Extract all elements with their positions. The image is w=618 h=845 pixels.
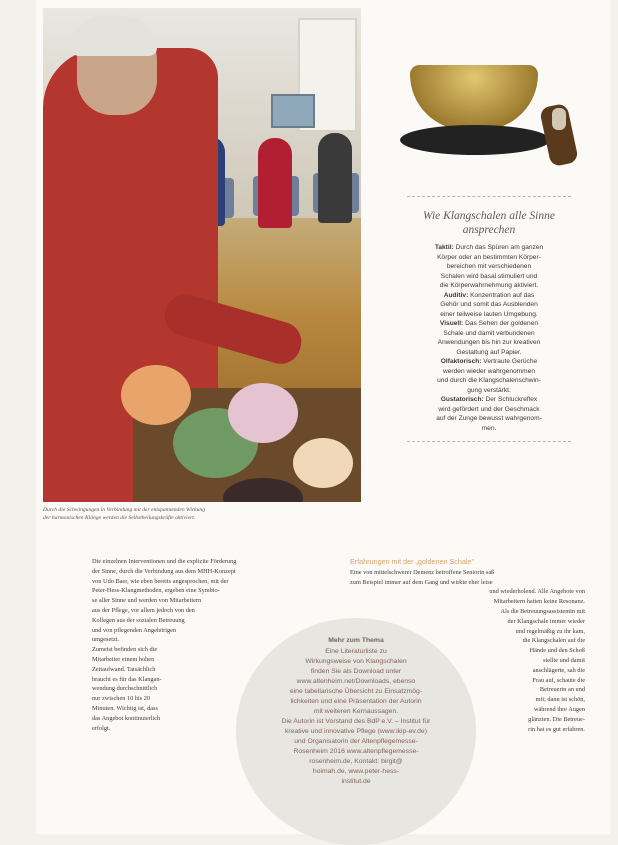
info-line: Rosenheim 2016 www.altenpflegemesse- (293, 748, 419, 755)
sidebar-line: Anwendungen bis hin zur kreativen (437, 339, 541, 346)
text-line: Mitarbeitern hatten keine Resonanz. (493, 598, 585, 606)
text-line: Mitarbeiter einem hohen (92, 655, 155, 663)
sidebar-line: einer teilweise lauten Umgebung. (440, 310, 538, 318)
info-line: kreative und innovative Pflege (www.ikip-ev.de) (285, 728, 427, 735)
sidebar-line: Schalen wird basal stimuliert und (440, 272, 538, 280)
info-line: lichkeiten und eine Präsentation der Autorin (290, 698, 422, 705)
sense-label: Visuell: (439, 320, 464, 327)
info-line: hoimah.de, www.peter-hess- (312, 768, 400, 775)
text-line: Zumeist befinden sich die (92, 646, 158, 654)
sense-label: Gustatorisch: (440, 396, 484, 403)
sidebar-line: auf der Zunge bewusst wahrgenom- (436, 415, 542, 422)
text-line: braucht es für das Klangan- (92, 675, 162, 683)
text-line: glänzten. Die Betreue- (528, 715, 585, 723)
text-line: wendung durchschnittlich (92, 685, 158, 693)
sense-label: Olfaktorisch: (440, 358, 482, 365)
seated-senior (318, 133, 352, 223)
senses-sidebar (403, 196, 575, 448)
info-line: www.altenheim.net/Downloads, ebenso (296, 678, 416, 685)
section-subheading: Erfahrungen mit der „goldenen Schale" (350, 557, 475, 566)
text-line: Frau auf, schaute die (532, 676, 585, 684)
sidebar-line: Taktil: Durch das Spüren am ganzen (434, 244, 544, 251)
sidebar-line: werden wieder wahrgenommen (443, 367, 535, 375)
info-heading: Mehr zum Thema (328, 637, 384, 644)
sense-label: Auditiv: (443, 291, 469, 299)
info-line: und Organisatorin der Altenpflegemesse- (294, 738, 418, 745)
photo-caption: Durch die Schwingungen in Verbindung mit der entspannenden Wirkung der harmonischen Klänge werden die Selbstheilungskräfte aktiviert. (43, 507, 205, 521)
sidebar-line: Gestaltung auf Papier. (456, 348, 522, 356)
text-line: erfolgt. (92, 724, 111, 732)
sidebar-line: bereichen mit verschiedenen (446, 263, 532, 270)
text-line: nur zwischen 10 bis 20 (92, 695, 151, 703)
text-line: der Sinne, durch die Verbindung aus dem MHH-Konzept (92, 567, 236, 575)
info-line: mit weiteren Kernaussagen. (313, 708, 399, 715)
info-circle (236, 618, 476, 845)
sidebar-line: wird gefördert und der Geschmack (438, 405, 540, 413)
text-line: rin hat es gut erfahren. (528, 725, 585, 733)
sense-label: Taktil: (434, 244, 454, 251)
sidebar-line: Schale und damit verbundenen (443, 329, 535, 337)
text-line: Minuten. Wichtig ist, dass (92, 704, 158, 712)
sidebar-line: Gustatorisch: Der Schluckreflex (440, 396, 538, 403)
info-line: Eine Literaturliste zu (325, 648, 387, 655)
text-line: Hände und den Schoß (529, 647, 585, 655)
text-line: Als die Betreuungsassistentin mit (500, 607, 585, 615)
text-line: aus der Pflege, vor allem jedoch von den (92, 606, 195, 614)
info-line: Die Autorin ist Vorstand des BdP e.V. – Institut für (281, 718, 431, 725)
sidebar-line: Auditiv: Konzentration auf das (443, 291, 535, 299)
singing-bowl (293, 438, 353, 488)
text-line: Zeitaufwand. Tatsächlich (92, 665, 156, 673)
text-line: die Klangschalen auf die (522, 637, 585, 645)
text-line: das Angebot kontinuierlich (92, 714, 161, 722)
sidebar-line: men. (481, 424, 497, 432)
singing-bowl (121, 365, 191, 425)
info-line: rosenheim.de, Kontakt: birgit@ (309, 758, 403, 765)
divider (407, 196, 571, 203)
sidebar-line: Olfaktorisch: Vertraute Gerüche (440, 358, 538, 365)
text-line: von Udo Baer, wie eben bereits angesprochen, mit der (92, 577, 229, 585)
info-line: eine tabellarische Übersicht zu Einsatzmög- (289, 688, 423, 695)
text-line: und regelmäßig zu ihr kam, (515, 627, 585, 635)
text-line: stellte und damit (543, 656, 585, 664)
text-line: während ihre Augen (533, 705, 585, 713)
sidebar-line: gung verstärkt. (467, 386, 511, 394)
text-line: Die einzelnen Interventionen und die explizite Förderung (92, 558, 237, 565)
text-line: Peter-Hess-Klangmethoden, ergeben eine Symbio- (92, 587, 220, 595)
seated-senior (258, 138, 292, 228)
singing-bowl-photo (400, 60, 590, 170)
sidebar-line: Körper oder an bestimmten Körper- (437, 253, 541, 261)
sidebar-text (403, 243, 575, 433)
text-line: und von pflegenden Angehörigen (92, 626, 177, 634)
text-line: umgesetzt. (92, 636, 120, 644)
sidebar-line: Gehör und somit das Ausblenden (440, 301, 538, 308)
text-line: Betreuerin an und (539, 686, 585, 694)
sidebar-line: und durch die Klangschalenschwin- (437, 377, 541, 384)
text-line: der Klangschale immer wieder (507, 617, 585, 625)
photo-sound-bowl-session (43, 8, 361, 502)
sidebar-title: Wie Klangschalen alle Sinne ansprechen (423, 210, 555, 236)
text-line: und wiederholend. Alle Angebote von (489, 588, 585, 596)
info-line: finden Sie als Download unter (310, 668, 402, 675)
text-line: anschlägerte, sah die (532, 666, 585, 674)
text-line: Kollegen aus der sozialen Betreuung (92, 616, 185, 624)
divider (407, 441, 571, 448)
info-line: Wirkungsweise von Klangschalen (305, 658, 407, 665)
sidebar-line: die Körperwahrnehmung aktiviert. (439, 282, 539, 289)
text-line: se aller Sinne und werden von Mitarbeitern (92, 597, 202, 605)
sidebar-line: Visuell: Das Sehen der goldenen (439, 320, 539, 327)
singing-bowl (228, 383, 298, 443)
text-line: Eine von mittelschwerer Demenz betroffene Seniorin saß (350, 568, 495, 576)
info-line: institut.de (341, 778, 371, 785)
text-line: mit; dann ist schön, (535, 696, 585, 704)
text-line: zum Beispiel immer auf dem Gang und wirkte eher leise (350, 578, 493, 586)
